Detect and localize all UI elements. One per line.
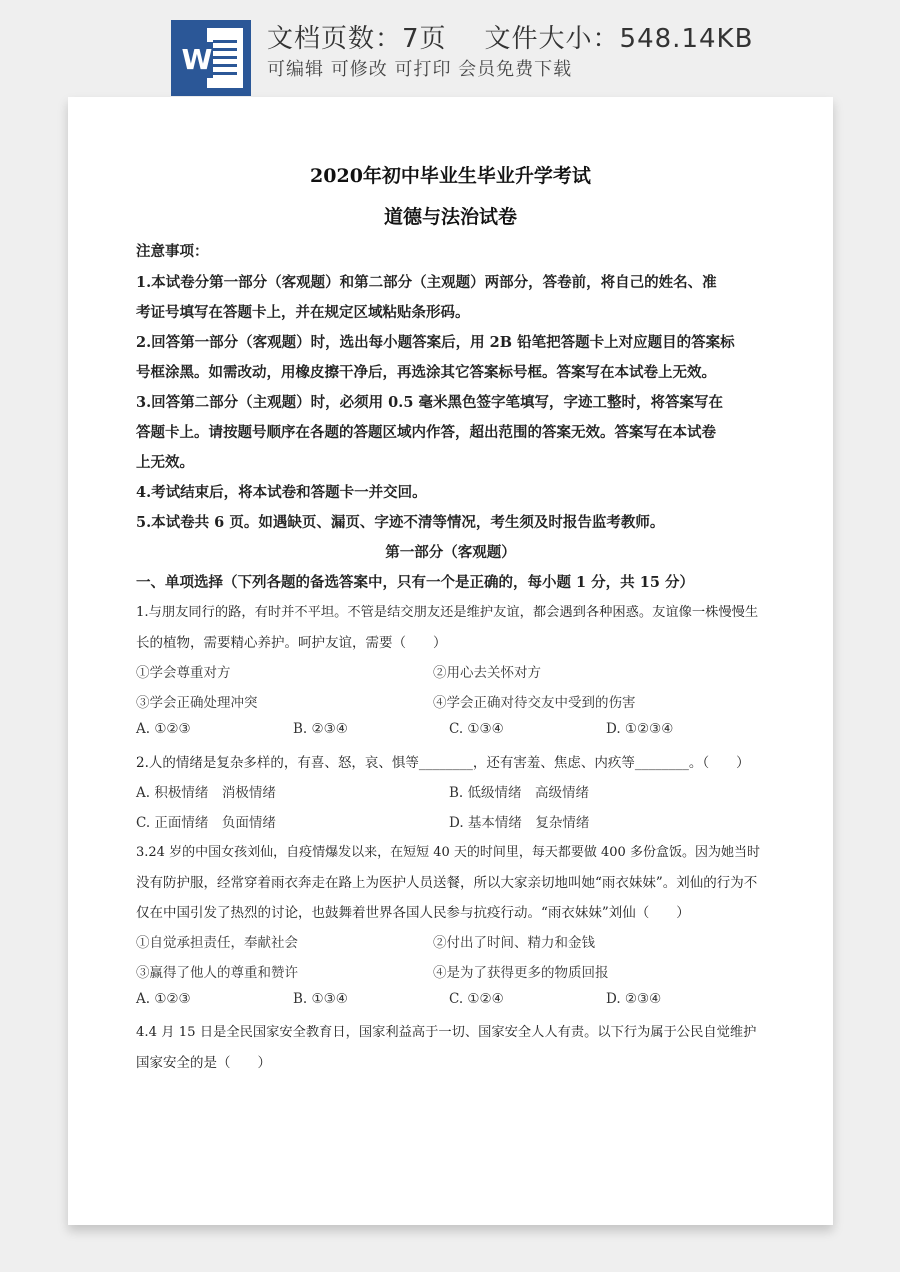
statement-item: ③赢得了他人的尊重和赞许 [136, 965, 298, 981]
question-text: 长的植物，需要精心养护。呵护友谊，需要（ ） [136, 635, 447, 651]
question-text: 1.与朋友同行的路，有时并不平坦。不管是结交朋友还是维护友谊，都会遇到各种困惑。友谊像一株慢慢生 [136, 605, 759, 620]
question-text: 仅在中国引发了热烈的讨论，也鼓舞着世界各国人民参与抗疫行动。“雨衣妹妹”刘仙（ ） [136, 905, 690, 921]
answer-choice: C. ①②④ [449, 991, 504, 1007]
notice-line: 5.本试卷共 6 页。如遇缺页、漏页、字迹不清等情况，考生须及时报告监考教师。 [136, 514, 665, 531]
answer-choice: B. ①③④ [293, 991, 348, 1007]
part1-heading: 第一部分（客观题） [385, 544, 516, 561]
section1-heading: 一、单项选择（下列各题的备选答案中，只有一个是正确的，每小题 1 分，共 15 分） [136, 574, 694, 591]
notice-line: 1.本试卷分第一部分（客观题）和第二部分（主观题）两部分，答卷前，将自己的姓名、准 [136, 274, 717, 291]
question-text: 2.人的情绪是复杂多样的，有喜、怒，哀、惧等________，还有害羞、焦虑、内疚等________。（ ） [136, 755, 750, 771]
answer-choice: C. 正面情绪 负面情绪 [136, 815, 276, 831]
file-meta [267, 18, 753, 55]
document-page [68, 97, 833, 1225]
exam-subtitle: 道德与法治试卷 [383, 206, 517, 228]
download-banner [0, 0, 900, 96]
answer-choice: D. 基本情绪 复杂情绪 [449, 815, 590, 831]
answer-choice: C. ①③④ [449, 721, 504, 737]
statement-item: ④学会正确对待交友中受到的伤害 [433, 695, 636, 711]
notice-line: 4.考试结束后，将本试卷和答题卡一并交回。 [136, 484, 427, 501]
notice-line: 2.回答第一部分（客观题）时，选出每小题答案后，用 2B 铅笔把答题卡上对应题目的答案标 [136, 334, 735, 351]
notice-line: 号框涂黑。如需改动，用橡皮擦干净后，再选涂其它答案标号框。答案写在本试卷上无效。 [136, 364, 716, 381]
question-text: 3.24 岁的中国女孩刘仙，自疫情爆发以来，在短短 40 天的时间里，每天都要做 400 多份盒饭。因为她当时 [136, 845, 760, 860]
notice-heading: 注意事项： [136, 243, 209, 260]
answer-choice: D. ②③④ [606, 991, 662, 1007]
notice-line: 考证号填写在答题卡上，并在规定区域粘贴条形码。 [136, 304, 470, 321]
statement-item: ①学会尊重对方 [136, 665, 231, 681]
answer-choice: D. ①②③④ [606, 721, 674, 737]
answer-choice: A. ①②③ [136, 991, 191, 1007]
page-count: 文档页数：7页 [267, 24, 447, 54]
notice-line: 上无效。 [136, 454, 194, 471]
answer-choice: B. 低级情绪 高级情绪 [449, 785, 590, 801]
notice-line: 答题卡上。请按题号顺序在各题的答题区域内作答，超出范围的答案无效。答案写在本试卷 [136, 424, 716, 441]
answer-choice: B. ②③④ [293, 721, 348, 737]
question-text: 4.4 月 15 日是全民国家安全教育日，国家利益高于一切、国家安全人人有责。以下行为属于公民自觉维护 [136, 1025, 757, 1040]
exam-title: 2020年初中毕业生毕业升学考试 [310, 165, 591, 187]
file-size: 文件大小：548.14KB [484, 24, 754, 54]
word-doc-icon [171, 20, 251, 96]
question-text: 没有防护服，经常穿着雨衣奔走在路上为医护人员送餐，所以大家亲切地叫她“雨衣妹妹”。刘仙的行为不 [136, 875, 758, 891]
notice-line: 3.回答第二部分（主观题）时，必须用 0.5 毫米黑色签字笔填写，字迹工整时，将答案写在 [136, 394, 723, 411]
statement-item: ②付出了时间、精力和金钱 [433, 935, 595, 951]
question-text: 国家安全的是（ ） [136, 1055, 271, 1071]
answer-choice: A. 积极情绪 消极情绪 [136, 785, 276, 801]
statement-item: ③学会正确处理冲突 [136, 695, 258, 711]
statement-item: ①自觉承担责任，奉献社会 [136, 935, 298, 951]
feature-list: 可编辑 可修改 可打印 会员免费下载 [267, 59, 573, 80]
statement-item: ②用心去关怀对方 [433, 665, 541, 681]
exam-document [68, 97, 833, 1225]
word-w-letter: W [181, 43, 213, 76]
statement-item: ④是为了获得更多的物质回报 [433, 965, 609, 981]
answer-choice: A. ①②③ [136, 721, 191, 737]
